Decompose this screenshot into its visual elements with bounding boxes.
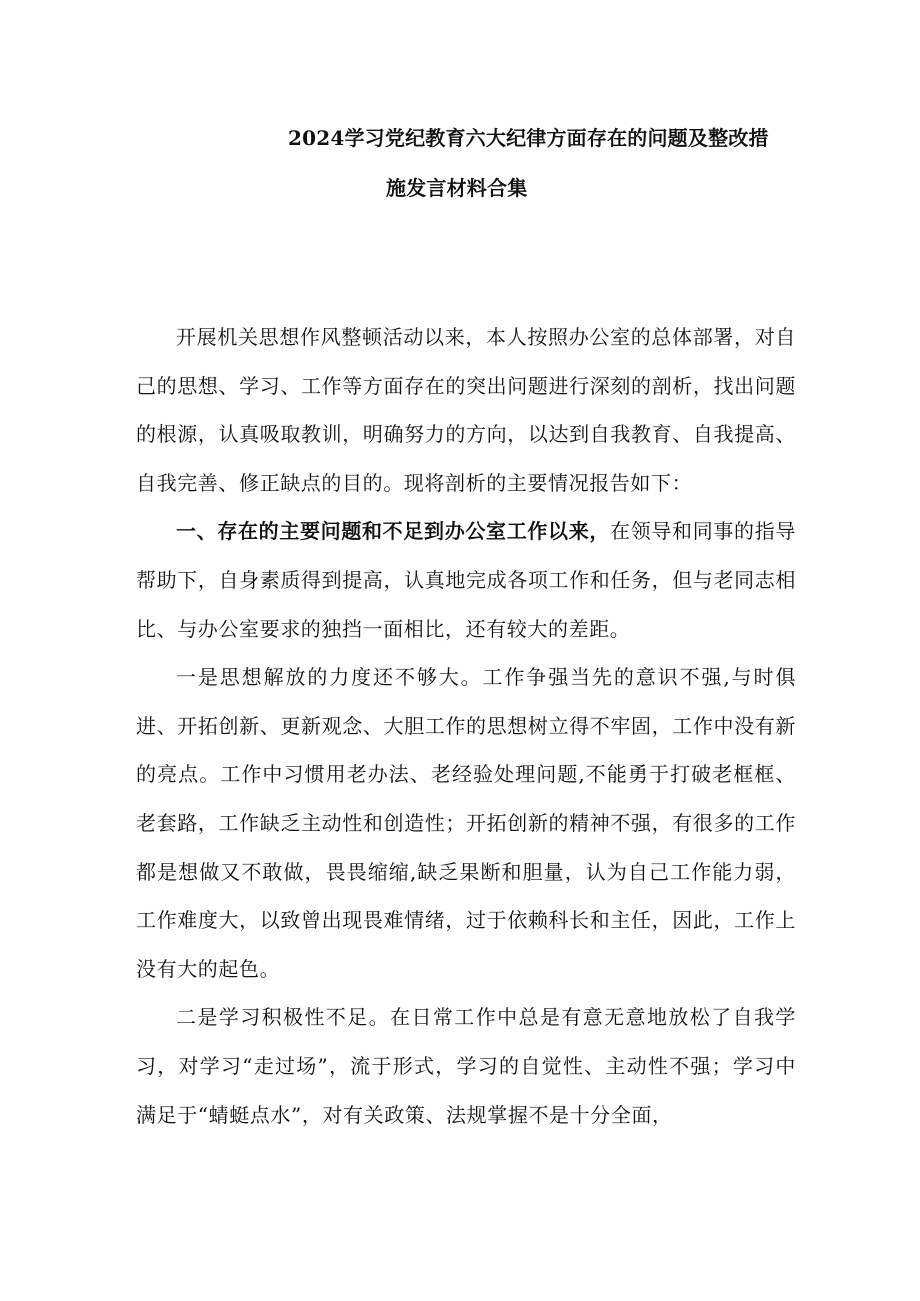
section-one-text: 在领导和同事的指导帮助下，自身素质得到提高，认真地完成各项工作和任务，但与老同志相比、与办公室要求的独挡一面相比，还有较大的差距。	[136, 519, 796, 641]
paragraph-intro-text: 开展机关思想作风整顿活动以来，本人按照办公室的总体部署，对自己的思想、学习、工作等方面存在的突出问题进行深刻的剖析，找出问题的根源，认真吸取教训，明确努力的方向，以达到自我教育、自我提高、自我完善、修正缺点的目的。现将剖析的主要情况报告如下：	[136, 325, 796, 495]
document-body	[136, 313, 796, 1139]
document-title-line-1: 2024学习党纪教育六大纪律方面存在的问题及整改措	[288, 126, 769, 150]
paragraph-intro	[136, 313, 796, 507]
paragraph-section-one	[136, 507, 796, 653]
document-title-line-2: 施发言材料合集	[386, 176, 528, 200]
point-two-text: 二是学习积极性不足。在日常工作中总是有意无意地放松了自我学习，对学习“走过场”，流于形式，学习的自觉性、主动性不强；学习中满足于“蜻蜓点水”，对有关政策、法规掌握不是十分全面，	[136, 1005, 796, 1127]
section-one-heading: 一、存在的主要问题和不足到办公室工作以来，	[176, 519, 611, 544]
paragraph-point-one	[136, 653, 796, 993]
point-one-text: 一是思想解放的力度还不够大。工作争强当先的意识不强,与时俱进、开拓创新、更新观念、大胆工作的思想树立得不牢固，工作中没有新的亮点。工作中习惯用老办法、老经验处理问题,不能勇于打破老框框、老套路，工作缺乏主动性和创造性；开拓创新的精神不强，有很多的工作都是想做又不敢做，畏畏缩缩,缺乏果断和胆量，认为自己工作能力弱，工作难度大，以致曾出现畏难情绪，过于依赖科长和主任，因此，工作上没有大的起色。	[136, 665, 796, 981]
paragraph-point-two	[136, 993, 796, 1139]
